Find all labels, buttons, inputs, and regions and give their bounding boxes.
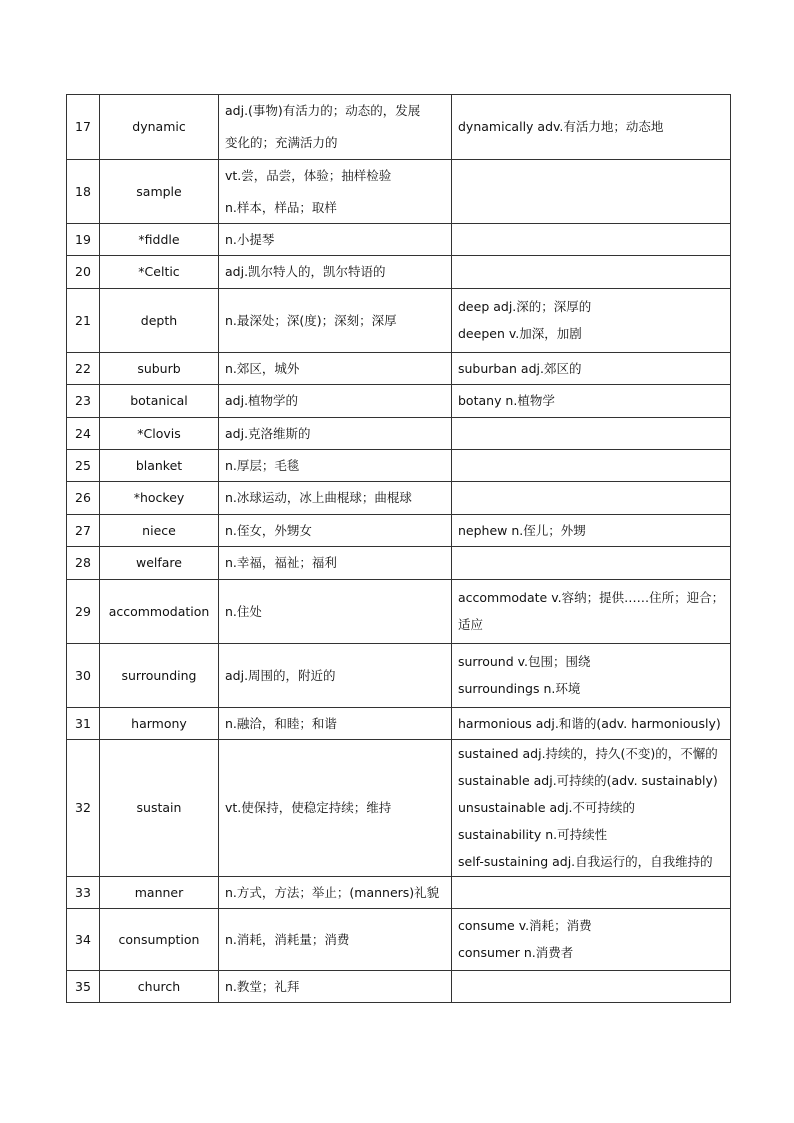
related-line: consume v.消耗；消费: [458, 918, 592, 933]
related-line: accommodate v.容纳；提供……住所；迎合；: [458, 590, 725, 605]
definition-line: n.融洽，和睦；和谐: [225, 715, 337, 731]
entry-definition: [219, 289, 452, 353]
entry-related-words: [452, 418, 731, 450]
entry-word: welfare: [100, 547, 219, 580]
entry-number: 29: [67, 580, 100, 644]
entry-related-words: [452, 971, 731, 1003]
table-row: [67, 160, 731, 224]
table-row: [67, 708, 731, 740]
definition-line: 变化的；充满活力的: [225, 135, 338, 150]
entry-related-words: [452, 482, 731, 515]
entry-word: suburb: [100, 353, 219, 385]
entry-number: 20: [67, 256, 100, 289]
table-row: [67, 450, 731, 482]
entry-word: consumption: [100, 909, 219, 971]
entry-number: 26: [67, 482, 100, 515]
table-row: [67, 256, 731, 289]
table-row: [67, 644, 731, 708]
related-line: suburban adj.郊区的: [458, 360, 582, 376]
entry-number: 31: [67, 708, 100, 740]
entry-definition: [219, 224, 452, 256]
entry-definition: [219, 256, 452, 289]
definition-line: n.方式，方法；举止；(manners)礼貌: [225, 884, 440, 900]
entry-definition: [219, 740, 452, 877]
entry-related-words: [452, 224, 731, 256]
entry-related-words: [452, 547, 731, 580]
table-row: [67, 353, 731, 385]
definition-line: n.样本，样品；取样: [225, 199, 337, 215]
entry-related-words: [452, 580, 731, 644]
entry-word: botanical: [100, 385, 219, 418]
entry-definition: [219, 160, 452, 224]
entry-related-words: [452, 256, 731, 289]
entry-number: 19: [67, 224, 100, 256]
entry-definition: [219, 450, 452, 482]
entry-number: 34: [67, 909, 100, 971]
entry-word: depth: [100, 289, 219, 353]
definition-line: adj.(事物)有活力的；动态的，发展: [225, 103, 421, 118]
definition-line: vt.使保持，使稳定持续；维持: [225, 800, 392, 815]
vocabulary-table-body: [67, 95, 731, 1003]
related-line: dynamically adv.有活力地；动态地: [458, 119, 664, 134]
entry-word: manner: [100, 877, 219, 909]
entry-definition: [219, 909, 452, 971]
entry-definition: [219, 418, 452, 450]
entry-definition: [219, 580, 452, 644]
table-row: [67, 547, 731, 580]
table-row: [67, 909, 731, 971]
definition-line: n.厚层；毛毯: [225, 457, 300, 473]
entry-definition: [219, 95, 452, 160]
vocabulary-table: [66, 94, 731, 1003]
related-line: sustainability n.可持续性: [458, 827, 608, 842]
definition-line: adj.凯尔特人的，凯尔特语的: [225, 264, 386, 279]
related-line: self-sustaining adj.自我运行的，自我维持的: [458, 854, 713, 869]
table-row: [67, 971, 731, 1003]
related-line: surround v.包围；围绕: [458, 654, 591, 669]
entry-word: dynamic: [100, 95, 219, 160]
entry-related-words: [452, 289, 731, 353]
entry-word: accommodation: [100, 580, 219, 644]
entry-related-words: [452, 450, 731, 482]
table-row: [67, 515, 731, 547]
definition-line: n.最深处；深(度)；深刻；深厚: [225, 312, 397, 328]
definition-line: n.住处: [225, 603, 262, 619]
entry-word: blanket: [100, 450, 219, 482]
entry-number: 33: [67, 877, 100, 909]
definition-line: n.冰球运动，冰上曲棍球；曲棍球: [225, 490, 412, 505]
entry-number: 27: [67, 515, 100, 547]
entry-number: 28: [67, 547, 100, 580]
entry-definition: [219, 482, 452, 515]
entry-number: 32: [67, 740, 100, 877]
entry-related-words: [452, 740, 731, 877]
entry-definition: [219, 644, 452, 708]
table-row: [67, 580, 731, 644]
table-row: [67, 877, 731, 909]
table-row: [67, 289, 731, 353]
entry-related-words: [452, 353, 731, 385]
entry-definition: [219, 353, 452, 385]
entry-related-words: [452, 877, 731, 909]
entry-word: *Clovis: [100, 418, 219, 450]
related-line: deep adj.深的；深厚的: [458, 299, 592, 314]
entry-word: sample: [100, 160, 219, 224]
definition-line: n.消耗，消耗量；消费: [225, 931, 350, 947]
definition-line: n.郊区，城外: [225, 360, 300, 376]
entry-definition: [219, 877, 452, 909]
definition-line: adj.克洛维斯的: [225, 425, 311, 441]
entry-definition: [219, 515, 452, 547]
entry-word: *fiddle: [100, 224, 219, 256]
definition-line: adj.周围的，附近的: [225, 667, 336, 683]
table-row: [67, 224, 731, 256]
entry-related-words: [452, 515, 731, 547]
entry-number: 17: [67, 95, 100, 160]
entry-definition: [219, 547, 452, 580]
table-row: [67, 418, 731, 450]
related-line: harmonious adj.和谐的(adv. harmoniously): [458, 715, 721, 731]
entry-number: 35: [67, 971, 100, 1003]
related-line: deepen v.加深，加剧: [458, 326, 582, 341]
entry-related-words: [452, 644, 731, 708]
entry-word: *hockey: [100, 482, 219, 515]
related-line: sustained adj.持续的，持久(不变)的，不懈的: [458, 746, 718, 761]
related-line: surroundings n.环境: [458, 681, 581, 696]
table-row: [67, 385, 731, 418]
entry-related-words: [452, 160, 731, 224]
definition-line: vt.尝，品尝，体验；抽样检验: [225, 167, 392, 183]
definition-line: n.小提琴: [225, 231, 275, 247]
entry-definition: [219, 971, 452, 1003]
definition-line: n.教堂；礼拜: [225, 978, 300, 994]
entry-number: 21: [67, 289, 100, 353]
entry-number: 22: [67, 353, 100, 385]
entry-number: 24: [67, 418, 100, 450]
entry-related-words: [452, 95, 731, 160]
entry-word: church: [100, 971, 219, 1003]
related-line: botany n.植物学: [458, 393, 555, 408]
entry-related-words: [452, 909, 731, 971]
entry-definition: [219, 385, 452, 418]
entry-word: *Celtic: [100, 256, 219, 289]
related-line: 适应: [458, 617, 484, 632]
entry-number: 30: [67, 644, 100, 708]
entry-number: 18: [67, 160, 100, 224]
table-row: [67, 95, 731, 160]
related-line: sustainable adj.可持续的(adv. sustainably): [458, 773, 718, 788]
related-line: unsustainable adj.不可持续的: [458, 800, 636, 815]
definition-line: n.侄女，外甥女: [225, 522, 312, 538]
entry-related-words: [452, 385, 731, 418]
definition-line: n.幸福，福祉；福利: [225, 555, 337, 570]
entry-definition: [219, 708, 452, 740]
entry-word: surrounding: [100, 644, 219, 708]
entry-word: harmony: [100, 708, 219, 740]
entry-number: 25: [67, 450, 100, 482]
related-line: consumer n.消费者: [458, 945, 574, 960]
entry-number: 23: [67, 385, 100, 418]
definition-line: adj.植物学的: [225, 393, 299, 408]
related-line: nephew n.侄儿；外甥: [458, 522, 586, 538]
entry-related-words: [452, 708, 731, 740]
table-row: [67, 740, 731, 877]
table-row: [67, 482, 731, 515]
entry-word: sustain: [100, 740, 219, 877]
entry-word: niece: [100, 515, 219, 547]
